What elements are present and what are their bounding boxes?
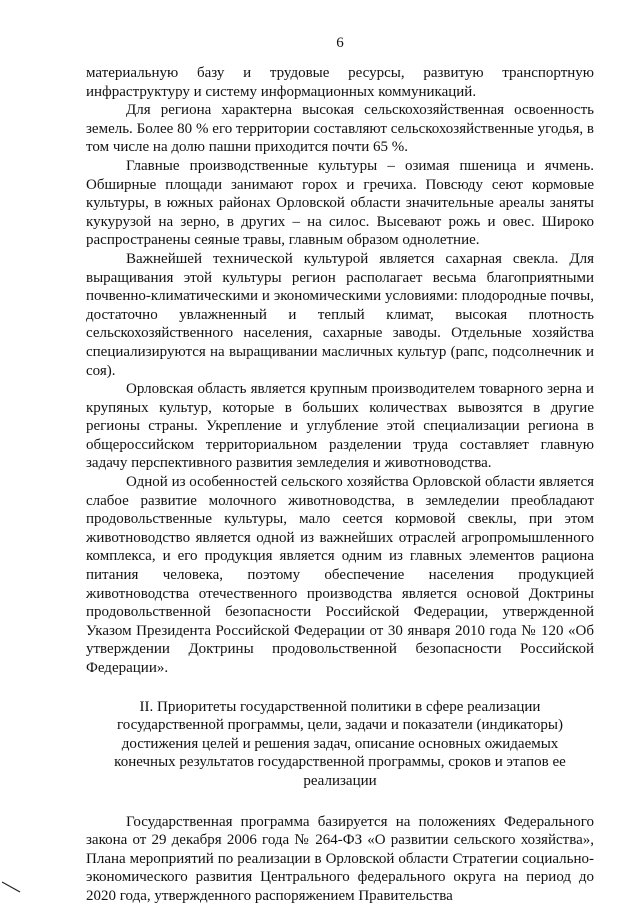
paragraph-main-crops: Главные производственные культуры – озимая пшеница и ячмень. Обширные площади занимают горох и гречиха. Повсюду сеют кормовые культуры, в южных районах Орловской области значительные ареалы заняты кукурузой на зерно, в других – на силос. Высевают рожь и овес. Широко распространены сеяные травы, главным образом однолетние. xyxy=(86,157,594,249)
paragraph-sugar-beet: Важнейшей технической культурой является сахарная свекла. Для выращивания этой культуры регион располагает весьма благоприятными почвенно-климатическими и экономическими условиями: плодородные почвы, достаточно увлажненный и теплый климат, высокая плотность сельскохозяйственного населения, сахарные заводы. Отдельные хозяйства специализируются на выращивании масличных культур (рапс, подсолнечник и соя). xyxy=(86,250,594,379)
scan-mark-icon xyxy=(2,880,24,894)
paragraph-land-use: Для региона характерна высокая сельскохозяйственная освоенность земель. Более 80 % его территории составляют сельскохозяйственные угодья, в том числе на долю пашни приходится почти 65 %. xyxy=(86,102,594,156)
page-number: 6 xyxy=(336,35,344,51)
document-page xyxy=(86,34,594,906)
paragraph-legal-basis: Государственная программа базируется на положениях Федерального закона от 29 декабря 2006 года № 264-ФЗ «О развитии сельского хозяйства», Плана мероприятий по реализации в Орловской области Стратегии социально-экономического развития Центрального федерального округа на период до 2020 года, утвержденного распоряжением Правительства xyxy=(86,813,594,904)
paragraph-grain-producer: Орловская область является крупным производителем товарного зерна и крупяных культур, которые в больших количествах вывозятся в другие регионы страны. Укрепление и углубление этой специализации региона в общероссийском территориальном разделении труда составляет главную задачу перспективного развития земледелия и животноводства. xyxy=(86,381,594,472)
paragraph-livestock: Одной из особенностей сельского хозяйства Орловской области является слабое развитие молочного животноводства, в земледелии преобладают продовольственные культуры, мало сеется кормовой свеклы, при этом животноводство является одной из важнейших отраслей агропромышленного комплекса, и его продукция является одним из главных элементов рациона питания человека, поэтому обеспечение населения продукцией животноводства отечественного производства является основой Доктрины продовольственной безопасности Российской Федерации, утвержденной Указом Президента Российской Федерации от 30 января 2010 года № 120 «Об утверждении Доктрины продовольственной безопасности Российской Федерации». xyxy=(86,474,594,676)
paragraph-continuation: материальную базу и трудовые ресурсы, развитую транспортную инфраструктуру и систему информационных коммуникаций. xyxy=(86,65,594,100)
section-heading: II. Приоритеты государственной политики в сфере реализации государственной программы, цели, задачи и показатели (индикаторы) достижения целей и решения задач, описание основных ожидаемых конечных результатов государственной программы, сроков и этапов ее реализации xyxy=(114,698,566,789)
